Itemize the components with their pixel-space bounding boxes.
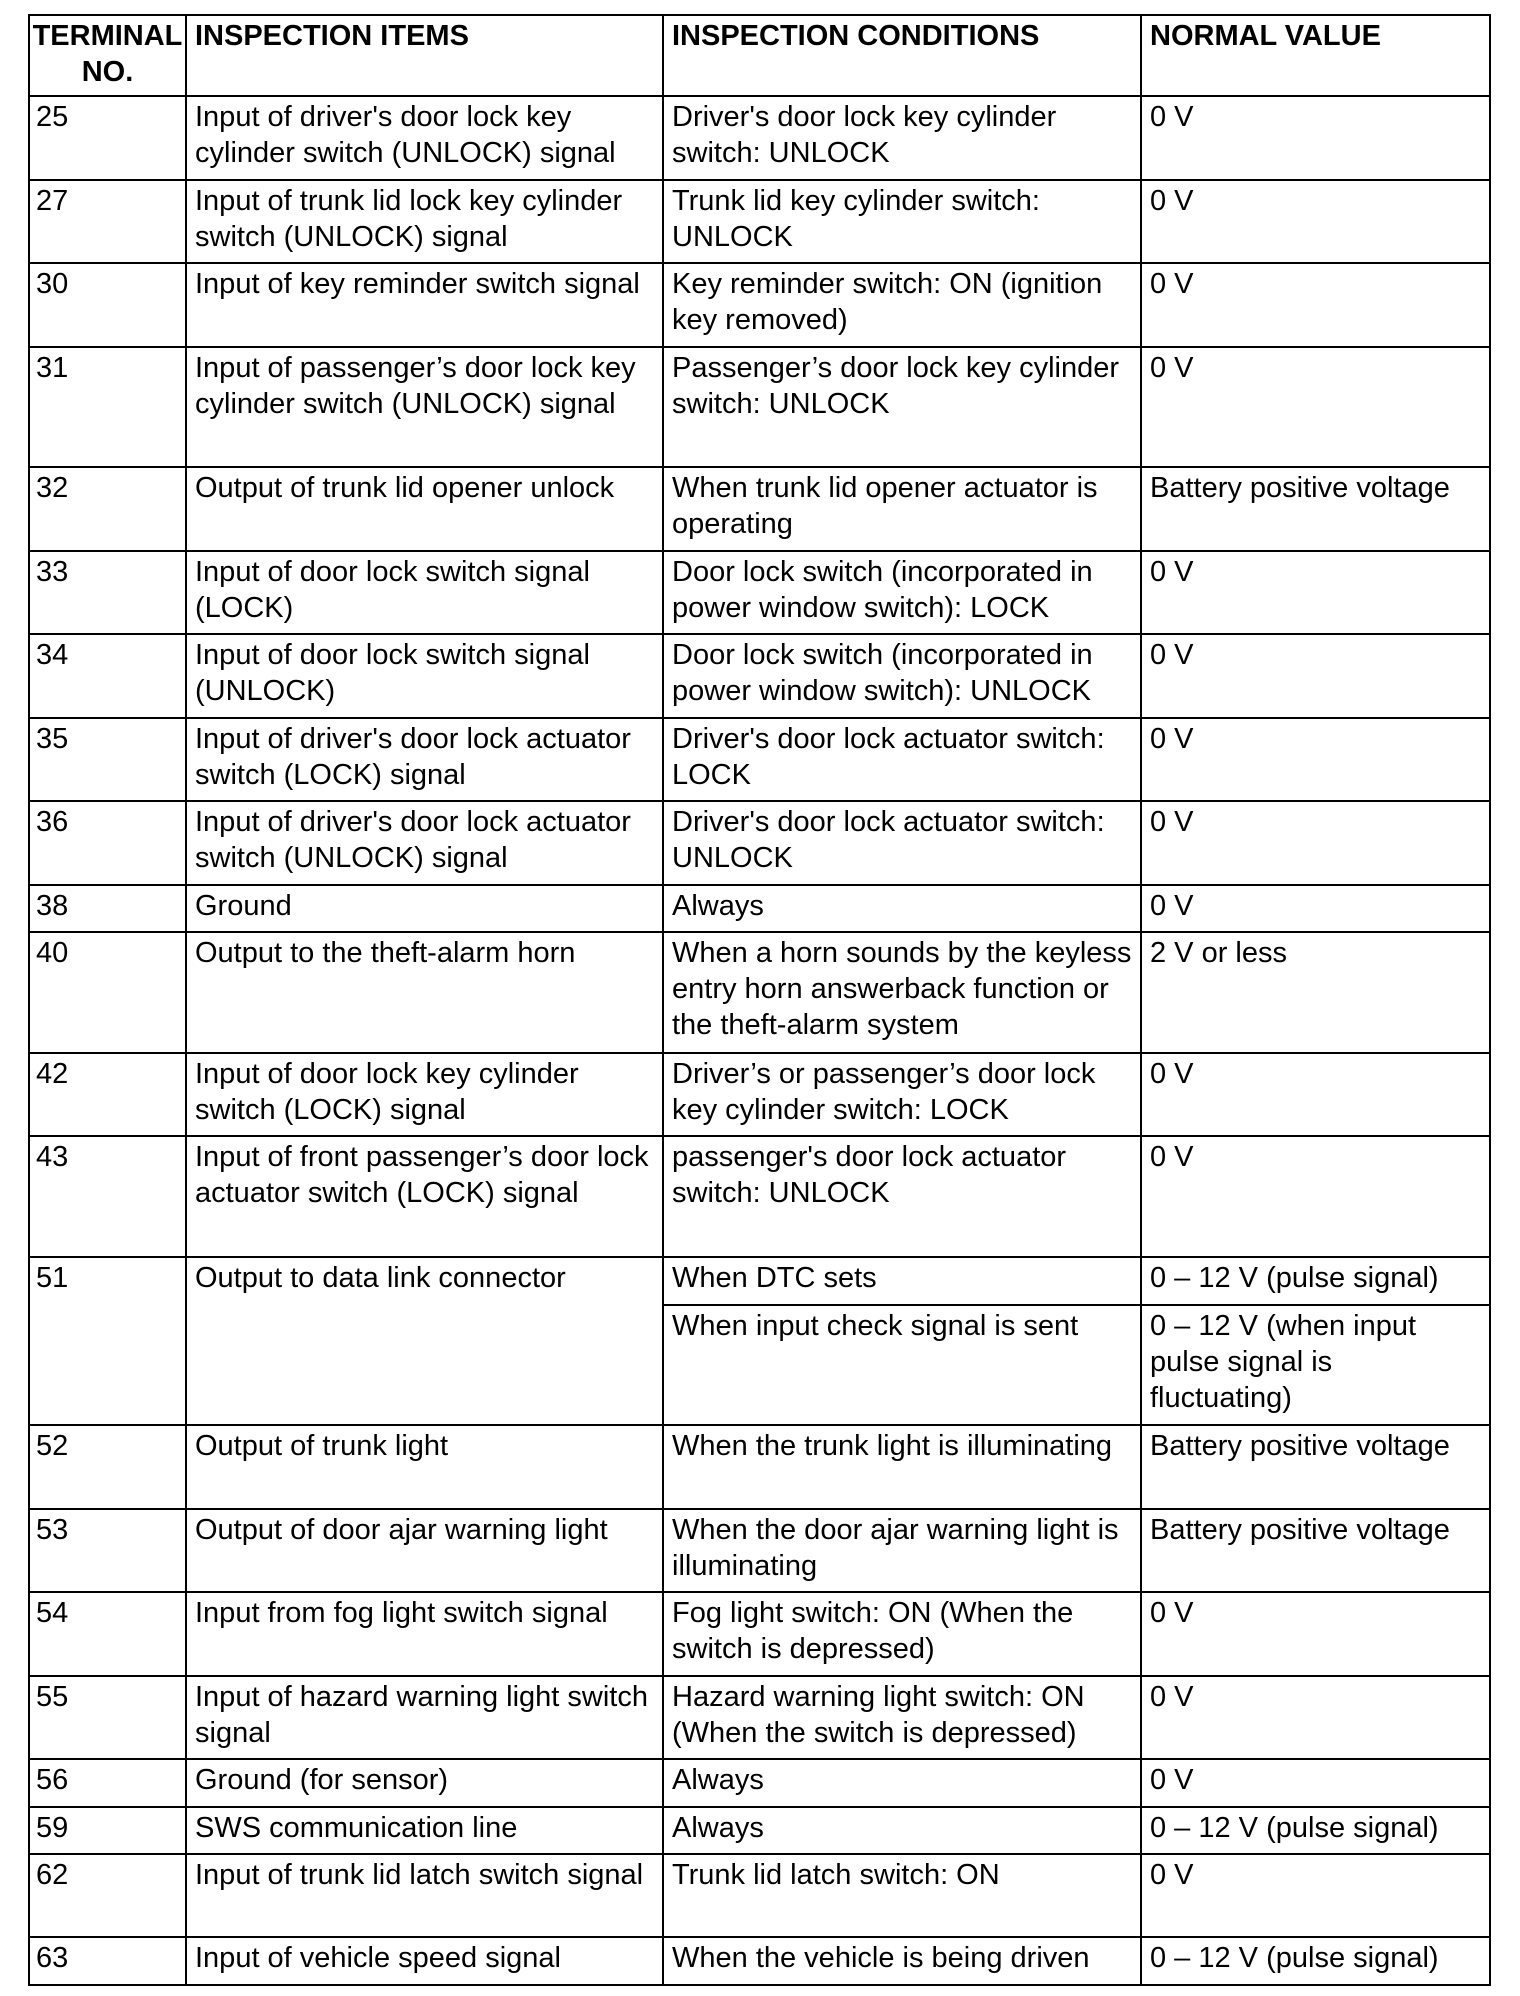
terminal-no-cell: 38 bbox=[29, 885, 186, 932]
table-row bbox=[29, 634, 1490, 718]
normal-value-cell: 0 V bbox=[1141, 1053, 1490, 1137]
terminal-no-cell: 30 bbox=[29, 263, 186, 347]
inspection-condition-cell: When a horn sounds by the keyless entry horn answerback function or the theft-alarm system bbox=[663, 932, 1141, 1053]
normal-value-cell: 2 V or less bbox=[1141, 932, 1490, 1053]
normal-value-cell: 0 – 12 V (pulse signal) bbox=[1141, 1937, 1490, 1985]
table-row bbox=[29, 1676, 1490, 1760]
normal-value-cell: 0 V bbox=[1141, 634, 1490, 718]
normal-value-cell: 0 V bbox=[1141, 263, 1490, 347]
terminal-no-cell: 35 bbox=[29, 718, 186, 802]
inspection-condition-cell: Driver's door lock key cylinder switch: UNLOCK bbox=[663, 96, 1141, 180]
normal-value-cell: 0 – 12 V (pulse signal) bbox=[1141, 1807, 1490, 1854]
inspection-item-cell: Input of driver's door lock actuator switch (LOCK) signal bbox=[186, 718, 663, 802]
table-row bbox=[29, 801, 1490, 885]
inspection-item-cell: SWS communication line bbox=[186, 1807, 663, 1854]
normal-value-cell: 0 V bbox=[1141, 1676, 1490, 1760]
inspection-item-cell: Input of trunk lid lock key cylinder switch (UNLOCK) signal bbox=[186, 180, 663, 264]
inspection-item-cell: Input of key reminder switch signal bbox=[186, 263, 663, 347]
inspection-condition-cell: When DTC sets bbox=[663, 1257, 1141, 1304]
terminal-no-cell: 43 bbox=[29, 1136, 186, 1257]
normal-value-cell: 0 V bbox=[1141, 180, 1490, 264]
inspection-item-cell: Input of door lock switch signal (UNLOCK) bbox=[186, 634, 663, 718]
table-row bbox=[29, 718, 1490, 802]
inspection-item-cell: Input of front passenger’s door lock actuator switch (LOCK) signal bbox=[186, 1136, 663, 1257]
normal-value-cell: 0 V bbox=[1141, 885, 1490, 932]
table-row bbox=[29, 885, 1490, 932]
table-body bbox=[29, 96, 1490, 1985]
inspection-item-cell: Output of trunk lid opener unlock bbox=[186, 467, 663, 551]
inspection-condition-cell: When the vehicle is being driven bbox=[663, 1937, 1141, 1985]
terminal-no-cell: 59 bbox=[29, 1807, 186, 1854]
table-row bbox=[29, 932, 1490, 1053]
inspection-condition-cell: Passenger’s door lock key cylinder switch: UNLOCK bbox=[663, 347, 1141, 468]
normal-value-cell: Battery positive voltage bbox=[1141, 1425, 1490, 1509]
inspection-item-cell: Ground bbox=[186, 885, 663, 932]
inspection-condition-cell: When the trunk light is illuminating bbox=[663, 1425, 1141, 1509]
normal-value-cell: 0 V bbox=[1141, 1592, 1490, 1676]
terminal-no-cell: 25 bbox=[29, 96, 186, 180]
table-row bbox=[29, 551, 1490, 635]
normal-value-cell: 0 V bbox=[1141, 96, 1490, 180]
terminal-no-cell: 51 bbox=[29, 1257, 186, 1425]
header-normal-value: NORMAL VALUE bbox=[1141, 15, 1490, 96]
inspection-item-cell: Output of trunk light bbox=[186, 1425, 663, 1509]
normal-value-cell: 0 – 12 V (pulse signal) bbox=[1141, 1257, 1490, 1304]
inspection-item-cell: Input of trunk lid latch switch signal bbox=[186, 1854, 663, 1938]
inspection-condition-cell: Key reminder switch: ON (ignition key removed) bbox=[663, 263, 1141, 347]
normal-value-cell: Battery positive voltage bbox=[1141, 1509, 1490, 1593]
inspection-condition-cell: Fog light switch: ON (When the switch is depressed) bbox=[663, 1592, 1141, 1676]
terminal-no-cell: 63 bbox=[29, 1937, 186, 1985]
table-row bbox=[29, 96, 1490, 180]
table-row bbox=[29, 263, 1490, 347]
terminal-no-cell: 27 bbox=[29, 180, 186, 264]
inspection-condition-cell: Always bbox=[663, 1759, 1141, 1806]
inspection-condition-cell: passenger's door lock actuator switch: UNLOCK bbox=[663, 1136, 1141, 1257]
normal-value-cell: 0 V bbox=[1141, 1136, 1490, 1257]
header-terminal-no: TERMINAL NO. bbox=[29, 15, 186, 96]
terminal-no-cell: 53 bbox=[29, 1509, 186, 1593]
normal-value-cell: Battery positive voltage bbox=[1141, 467, 1490, 551]
inspection-condition-cell: When trunk lid opener actuator is operating bbox=[663, 467, 1141, 551]
inspection-item-cell: Input of driver's door lock actuator switch (UNLOCK) signal bbox=[186, 801, 663, 885]
terminal-no-cell: 36 bbox=[29, 801, 186, 885]
inspection-condition-cell: Driver’s or passenger’s door lock key cylinder switch: LOCK bbox=[663, 1053, 1141, 1137]
table-row bbox=[29, 1136, 1490, 1257]
terminal-no-cell: 34 bbox=[29, 634, 186, 718]
normal-value-cell: 0 V bbox=[1141, 801, 1490, 885]
table-row bbox=[29, 467, 1490, 551]
terminal-no-cell: 40 bbox=[29, 932, 186, 1053]
header-inspection-items: INSPECTION ITEMS bbox=[186, 15, 663, 96]
inspection-table-sheet bbox=[28, 14, 1489, 1986]
table-row bbox=[29, 1937, 1490, 1985]
table-row bbox=[29, 180, 1490, 264]
inspection-item-cell: Input of vehicle speed signal bbox=[186, 1937, 663, 1985]
inspection-item-cell: Output to the theft-alarm horn bbox=[186, 932, 663, 1053]
terminal-no-cell: 54 bbox=[29, 1592, 186, 1676]
terminal-no-cell: 33 bbox=[29, 551, 186, 635]
table-row bbox=[29, 1807, 1490, 1854]
inspection-condition-cell: Trunk lid latch switch: ON bbox=[663, 1854, 1141, 1938]
normal-value-cell: 0 V bbox=[1141, 1759, 1490, 1806]
inspection-item-cell: Input of driver's door lock key cylinder switch (UNLOCK) signal bbox=[186, 96, 663, 180]
table-row bbox=[29, 1592, 1490, 1676]
table-row bbox=[29, 1257, 1490, 1304]
table-row bbox=[29, 1759, 1490, 1806]
inspection-condition-cell: Trunk lid key cylinder switch: UNLOCK bbox=[663, 180, 1141, 264]
table-row bbox=[29, 1053, 1490, 1137]
table-row bbox=[29, 1854, 1490, 1938]
normal-value-cell: 0 V bbox=[1141, 347, 1490, 468]
normal-value-cell: 0 V bbox=[1141, 718, 1490, 802]
normal-value-cell: 0 – 12 V (when input pulse signal is fluctuating) bbox=[1141, 1305, 1490, 1426]
inspection-condition-cell: Always bbox=[663, 885, 1141, 932]
inspection-item-cell: Input from fog light switch signal bbox=[186, 1592, 663, 1676]
terminal-inspection-table bbox=[28, 14, 1491, 1986]
normal-value-cell: 0 V bbox=[1141, 1854, 1490, 1938]
terminal-no-cell: 52 bbox=[29, 1425, 186, 1509]
inspection-item-cell: Output of door ajar warning light bbox=[186, 1509, 663, 1593]
inspection-item-cell: Input of hazard warning light switch signal bbox=[186, 1676, 663, 1760]
terminal-no-cell: 31 bbox=[29, 347, 186, 468]
inspection-condition-cell: When the door ajar warning light is illuminating bbox=[663, 1509, 1141, 1593]
inspection-item-cell: Input of door lock key cylinder switch (LOCK) signal bbox=[186, 1053, 663, 1137]
terminal-no-cell: 56 bbox=[29, 1759, 186, 1806]
terminal-no-cell: 55 bbox=[29, 1676, 186, 1760]
inspection-item-cell: Ground (for sensor) bbox=[186, 1759, 663, 1806]
inspection-condition-cell: Hazard warning light switch: ON (When the switch is depressed) bbox=[663, 1676, 1141, 1760]
table-header-row bbox=[29, 15, 1490, 96]
table-row bbox=[29, 1509, 1490, 1593]
inspection-condition-cell: Driver's door lock actuator switch: LOCK bbox=[663, 718, 1141, 802]
inspection-condition-cell: Door lock switch (incorporated in power window switch): LOCK bbox=[663, 551, 1141, 635]
table-row bbox=[29, 347, 1490, 468]
inspection-condition-cell: Always bbox=[663, 1807, 1141, 1854]
inspection-item-cell: Output to data link connector bbox=[186, 1257, 663, 1425]
terminal-no-cell: 42 bbox=[29, 1053, 186, 1137]
inspection-condition-cell: Driver's door lock actuator switch: UNLOCK bbox=[663, 801, 1141, 885]
table-row bbox=[29, 1425, 1490, 1509]
normal-value-cell: 0 V bbox=[1141, 551, 1490, 635]
header-inspection-conditions: INSPECTION CONDITIONS bbox=[663, 15, 1141, 96]
inspection-item-cell: Input of passenger’s door lock key cylinder switch (UNLOCK) signal bbox=[186, 347, 663, 468]
terminal-no-cell: 62 bbox=[29, 1854, 186, 1938]
inspection-item-cell: Input of door lock switch signal (LOCK) bbox=[186, 551, 663, 635]
terminal-no-cell: 32 bbox=[29, 467, 186, 551]
inspection-condition-cell: When input check signal is sent bbox=[663, 1305, 1141, 1426]
inspection-condition-cell: Door lock switch (incorporated in power window switch): UNLOCK bbox=[663, 634, 1141, 718]
